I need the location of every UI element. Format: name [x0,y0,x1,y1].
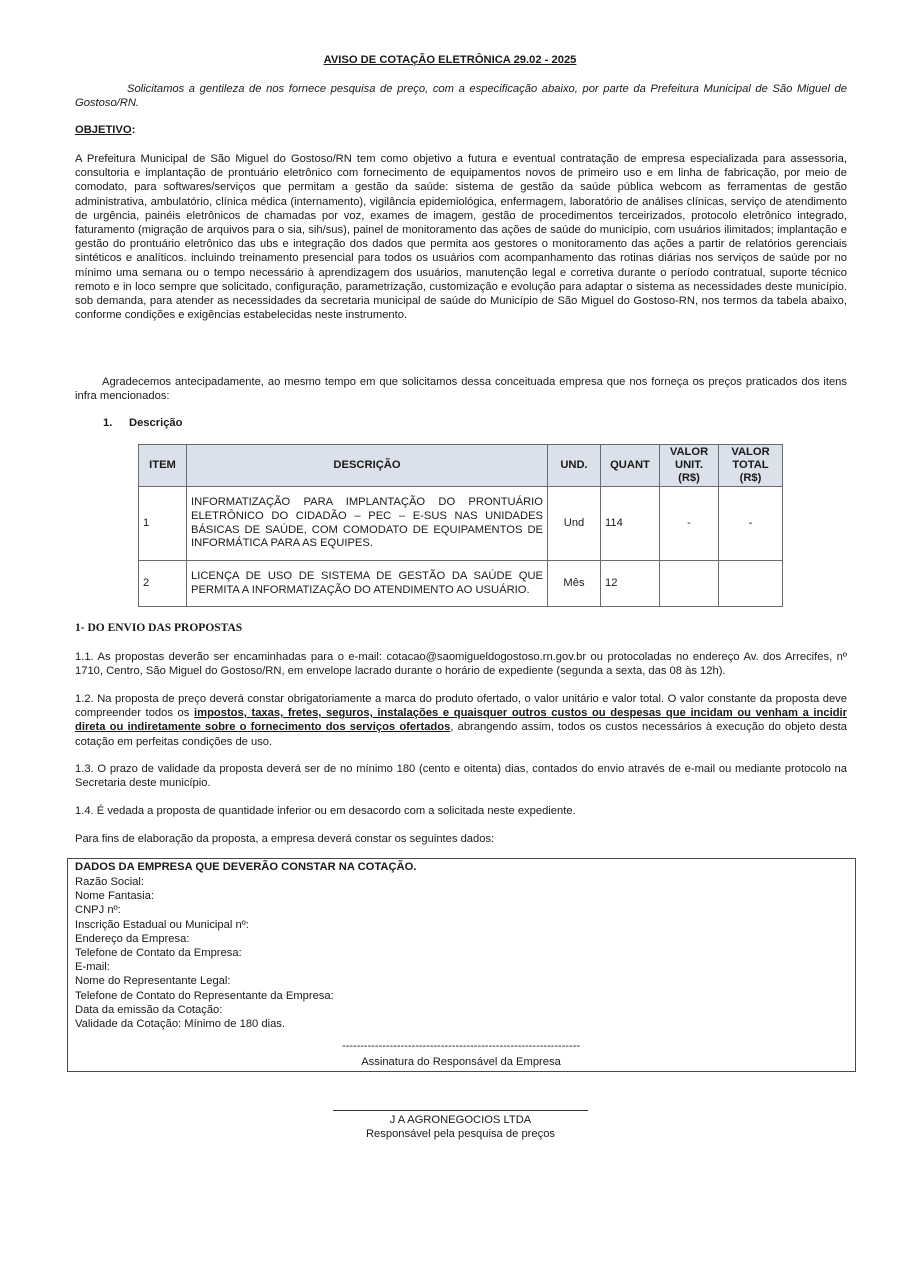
description-number: 1. [103,417,113,429]
field-telefone-empresa: Telefone de Contato da Empresa: [75,947,242,960]
cell-unit: Und [548,487,601,561]
responsible-name: J A AGRONEGOCIOS LTDA [389,1114,532,1126]
clause-1-2-start: 1.2. Na proposta de preço deverá constar obrigatoriamente a marca do produto ofertado, o valor unitário e valor total. O valor constante da proposta deve compreender todos os [75,693,847,720]
cell-item: 1 [139,487,187,561]
header-unit-value-l2: UNIT. [675,459,703,471]
field-inscricao: Inscrição Estadual ou Municipal nº: [75,918,249,931]
signature-label: Assinatura do Responsável da Empresa [361,1056,561,1068]
thanks-paragraph: Agradecemos antecipadamente, ao mesmo tempo em que solicitamos dessa conceituada empresa que nos forneça os preços praticados dos itens infra mencionados: [75,376,847,403]
header-description: DESCRIÇÃO [187,445,548,487]
cell-description: INFORMATIZAÇÃO PARA IMPLANTAÇÃO DO PRONTUÁRIO ELETRÔNICO DO CIDADÃO – PEC – E-SUS NAS UNIDADES BÁSICAS DE SAÚDE, COM COMODATO DE EQUIPAMENTOS DE INFORMÁTICA PARA AS EQUIPES. [187,487,548,561]
company-data-fields [75,875,334,1031]
header-total-value-l3: (R$) [739,472,762,484]
cell-total-value [719,561,783,607]
field-validade: Validade da Cotação: Mínimo de 180 dias. [75,1018,285,1031]
cell-quantity: 114 [601,487,660,561]
field-data-emissao: Data da emissão da Cotação: [75,1003,223,1016]
signature-line: ----------------------------------------------------------------- [341,1040,581,1052]
clause-1-2-emphasis: impostos, taxas, fretes, seguros, instalações e quaisquer outros custos ou despesas que incidam ou venham a incidir direta ou indiretamente sobre o fornecimento dos serviços ofertados [75,707,847,734]
description-label: Descrição [129,417,183,429]
field-representante: Nome do Representante Legal: [75,975,231,988]
document-title: AVISO DE COTAÇÃO ELETRÔNICA 29.02 - 2025 [323,54,577,66]
header-quantity: QUANT [601,445,660,487]
items-table [138,444,783,607]
header-unit-value-l1: VALOR [669,446,709,458]
clause-1-2 [75,692,847,749]
objective-paragraph: A Prefeitura Municipal de São Miguel do Gostoso/RN tem como objetivo a futura e eventual contratação de empresa especializada para assessoria, consultoria e implantação de prontuário eletrônico com fornecimento de equipamentos novos de primeiro uso e em linha de fabricação, por meio de comodato, para softwares/serviços que permitam a gestão da saúde: sistema de gestão da saúde pública webcom as ferramentas de gestão administrativa, ambulatório, clínica médica (internamento), vigilância epidemiológica, enfermagem, laboratório de análises clínicas, serviço de atendimento de urgência, painéis eletrônicos de chamadas por voz, exames de imagem, gestão de procedimentos terceirizados, protocolo eletrônico integrado, faturamento (migração de arquivos para o sia, sih/sus), painel de monitoramento das ações de saúde do município, com usuários ilimitados; implantação e gestão do prontuário eletrônico das ubs e integração dos dados que permita aos gestores o monitoramento das ações a partir de relatórios gerenciais sintéticos e analíticos. incluindo treinamento presencial para todos os usuários com acompanhamento das rotinas diárias nos serviços de saúde por no mínimo uma semana ou o tempo necessário à aprendizagem dos usuários, manutenção legal e corretiva durante o período contratual, suporte técnico remoto e in loco sempre que solicitado, configuração, parametrização, customização e evolução para adaptar o sistema as necessidades deste município. sob demanda, para atender as necessidades da secretaria municipal de saúde do Município de São Miguel do Gostoso-RN, nos termos da tabela abaixo, conforme condições e exigências estabelecidas neste instrumento. [75,153,847,322]
clause-1-2-end: , abrangendo assim, todos os custos necessários à execução do objeto desta cotação em perfeitas condições de uso. [75,721,847,748]
table-row [139,487,783,561]
objective-colon: : [131,124,136,136]
cell-unit: Mês [548,561,601,607]
header-total-value-l2: TOTAL [732,459,769,471]
header-item: ITEM [139,445,187,487]
field-telefone-representante: Telefone de Contato do Representante da Empresa: [75,989,334,1002]
proposal-data-instruction: Para fins de elaboração da proposta, a empresa deverá constar os seguintes dados: [75,833,495,845]
company-data-heading: DADOS DA EMPRESA QUE DEVERÃO CONSTAR NA COTAÇÃO. [75,861,417,873]
clause-1-3: 1.3. O prazo de validade da proposta deverá ser de no mínimo 180 (cento e oitenta) dias, contados do envio através de e-mail ou mediante protocolo na Secretaria deste município. [75,763,847,790]
cell-unit-value [660,561,719,607]
header-total-value [719,445,783,487]
field-razao-social: Razão Social: [75,876,145,888]
cell-total-value: - [719,487,783,561]
field-endereco: Endereço da Empresa: [75,932,190,945]
header-unit: UND. [548,445,601,487]
intro-paragraph: Solicitamos a gentileza de nos fornece pesquisa de preço, com a especificação abaixo, por parte da Prefeitura Municipal de São Miguel de Gostoso/RN. [75,83,847,110]
field-cnpj: CNPJ nº: [75,904,121,917]
table-row [139,561,783,607]
field-nome-fantasia: Nome Fantasia: [75,890,154,903]
cell-unit-value: - [660,487,719,561]
clause-1-1: 1.1. As propostas deverão ser encaminhadas para o e-mail: cotacao@saomigueldogostoso.rn.gov.br ou protocoladas no endereço Av. dos Arrecifes, nº 1710, Centro, São Miguel do Gostoso/RN, em envelope lacrado durante o horário de expediente (segunda a sexta, das 08 às 12h). [75,651,847,678]
objective-heading-text: OBJETIVO [75,124,132,136]
objective-heading [75,124,135,136]
cell-description: LICENÇA DE USO DE SISTEMA DE GESTÃO DA SAÚDE QUE PERMITA A INFORMATIZAÇÃO DO ATENDIMENTO AO USUÁRIO. [187,561,548,607]
cell-item: 2 [139,561,187,607]
proposals-heading: 1- DO ENVIO DAS PROPOSTAS [75,622,243,634]
responsible-signature-line [333,1110,588,1111]
cell-quantity: 12 [601,561,660,607]
header-unit-value-l3: (R$) [678,472,700,484]
responsible-role: Responsável pela pesquisa de preços [365,1128,556,1140]
description-heading [103,417,183,429]
field-email: E-mail: [75,961,110,974]
clause-1-4: 1.4. É vedada a proposta de quantidade inferior ou em desacordo com a solicitada neste expediente. [75,805,576,817]
header-unit-value [660,445,719,487]
header-total-value-l1: VALOR [731,446,770,458]
table-header-row [139,445,783,487]
